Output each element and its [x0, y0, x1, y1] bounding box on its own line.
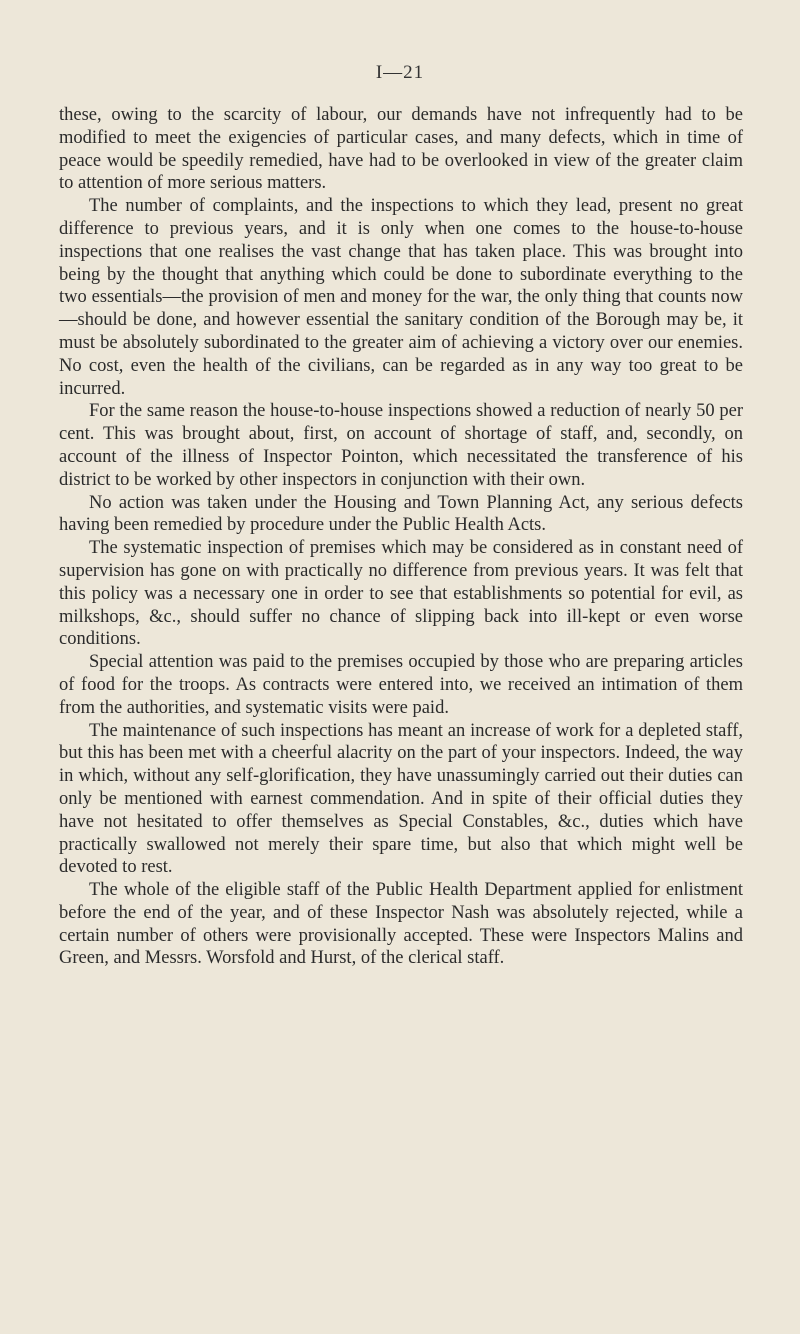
paragraph-systematic-inspection: The systematic inspection of premises which may be considered as in constant need of supervision has gone on with practically no difference from previous years. It was felt that this policy was a necessary one in order to see that establishments so potential for evil, as milkshops, &c., should suffer no chance of slipping back into ill-kept or even worse conditions.: [59, 538, 743, 650]
paragraph-house-inspections: For the same reason the house-to-house inspections showed a reduction of nearly 50 per cent. This was brought about, first, on account of shortage of staff, and, secondly, on account of the illness of Inspector Pointon, which necessitated the transference of his district to be worked by other inspectors in conjunction with their own.: [59, 401, 743, 490]
paragraph-housing-act: No action was taken under the Housing and Town Planning Act, any serious defects having been remedied by procedure under the Public Health Acts.: [59, 492, 743, 536]
paragraph-enlistment: The whole of the eligible staff of the Public Health Department applied for enlistment before the end of the year, and of these Inspector Nash was absolutely rejected, while a certain number of others were provisionally accepted. These were Inspectors Malins and Green, and Messrs. Worsfold and Hurst, of the clerical staff.: [59, 880, 743, 969]
body-text: [59, 104, 743, 970]
page-number: I—21: [375, 62, 425, 83]
paragraph-staff-maintenance: The maintenance of such inspections has meant an increase of work for a depleted staff, but this has been met with a cheerful alacrity on the part of your inspectors. Indeed, the way in which, without any self-glorification, they have unassumingly carried out their duties can only be mentioned with earnest commendation. And in spite of their official duties they have not hesitated to offer themselves as Special Constables, &c., duties which have practically swallowed not merely their spare time, but also that which might well be devoted to rest.: [59, 720, 743, 878]
paragraph-troop-food: Special attention was paid to the premises occupied by those who are preparing articles of food for the troops. As contracts were entered into, we received an intimation of them from the authorities, and systematic visits were paid.: [59, 652, 743, 718]
paragraph-continuation: these, owing to the scarcity of labour, our demands have not infrequently had to be modified to meet the exigencies of particular cases, and many defects, which in time of peace would be speedily remedied, have had to be overlooked in view of the greater claim to attention of more serious matters.: [59, 105, 743, 194]
paragraph-complaints: The number of complaints, and the inspections to which they lead, present no great difference to previous years, and it is only when one comes to the house-to-house inspections that one realises the vast change that has taken place. This was brought into being by the thought that anything which could be done to subordinate everything to the two essentials—the provision of men and money for the war, the only thing that counts now—should be done, and however essential the sanitary condition of the Borough may be, it must be absolutely subordinated to the greater aim of achieving a victory over our enemies. No cost, even the health of the civilians, can be regarded as in any way too great to be incurred.: [59, 196, 743, 399]
